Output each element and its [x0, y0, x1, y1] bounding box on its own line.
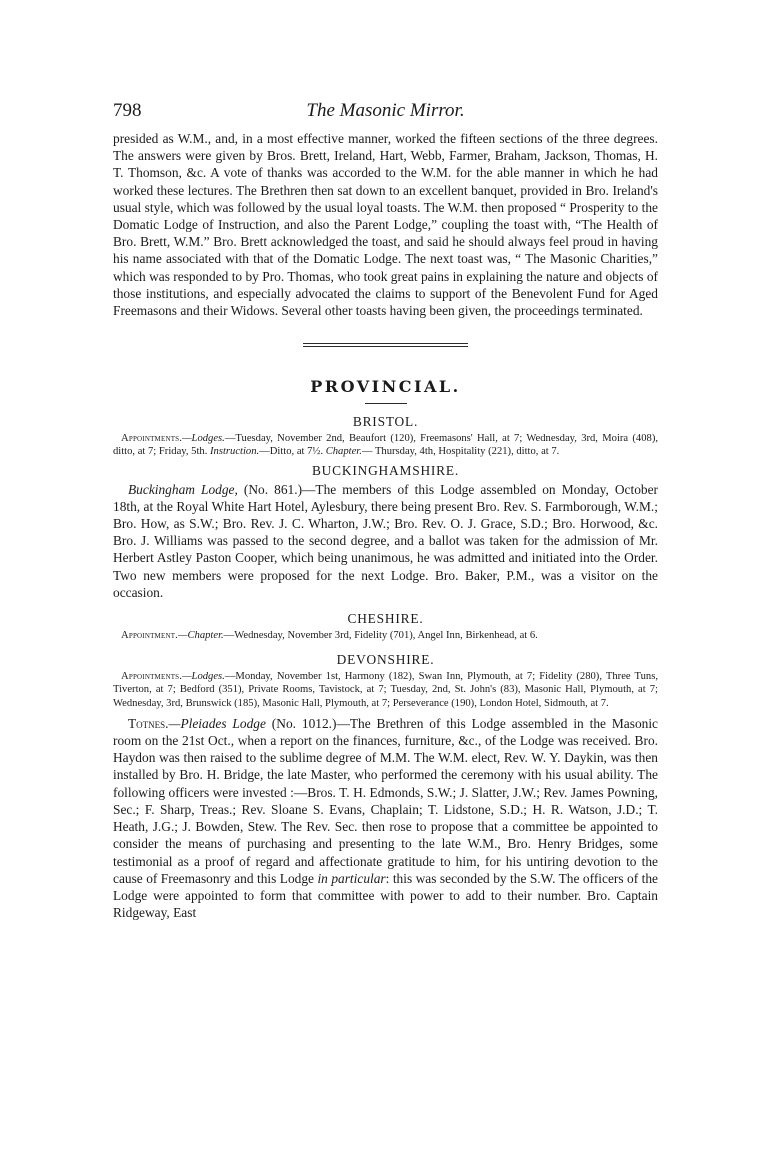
bristol-label-lodges: —Lodges. — [182, 433, 225, 445]
totnes-italic: in particular — [317, 870, 386, 886]
county-heading-buckinghamshire: BUCKINGHAMSHIRE. — [311, 462, 460, 478]
totnes-text: (No. 1012.)—The Brethren of this Lodge assembled in the Masonic room on the 21st Oct., when a report on the finances, furniture, &c., of the Lodge was received. Bro. Haydon was then raised to the sublime degree of M.M. The W.M. elect, Rev. W. Y. Daykin, was then installed by Bro. H. Bridge, the late Master, who performed the ceremony with his usual ability. The following officers were invested :—Bros. T. H. Edmonds, S.W.; J. Slatter, J.W.; Rev. James Powning, Sec.; F. Sharp, Treas.; Rev. Sloane S. Evans, Chaplain; T. Lidstone, S.D.; H. R. Watson, J.D.; T. Heath, J.G.; J. Bowden, Stew. The Rev. Sec. then rose to propose that a committee be appointed to consider the means of purchasing and presenting to the late W.M., Bro. Henry Bridges, some testimonial as a proof of regard and affectionate gratitude to him, for his untiring devotion to the cause of Freemasonry and this Lodge — [113, 715, 658, 886]
devonshire-lead: Appointments. — [121, 671, 183, 683]
devonshire-text: —Monday, November 1st, Harmony (182), Swan Inn, Plymouth, at 7; Fidelity (280), Three Tuns, Tiverton, at 7; Bedford (351), Private Rooms, Tavistock, at 7; Tuesday, 2nd, St. John's (83), Masonic Hall, Plymouth, at 7; Wednesday, 3rd, Brunswick (185), Masonic Hall, Plymouth, at 7; Perseverance (190), London Hotel, Sidmouth, at 7. — [113, 671, 658, 709]
buckingham-text: (No. 861.)—The members of this Lodge assembled on Monday, October 18th, at the Royal White Hart Hotel, Aylesbury, there being present Bro. Rev. S. Farmborough, W.M.; Bro. How, as S.W.; Bro. Rev. J. C. Wharton, J.W.; Bro. Rev. O. J. Grace, S.D.; Bro. Horwood, &c. Bro. J. Williams was passed to the second degree, and a ballot was taken for the admission of Mr. Herbert Astley Paston Cooper, which being unanimous, he was admitted and initiated into the Order. Two new members were proposed for the next Lodge. Bro. Baker, P.M., was a visitor on the occasion. — [113, 481, 658, 600]
running-header — [113, 100, 658, 126]
pleiades-lodge-name: —Pleiades Lodge — [168, 715, 266, 731]
devonshire-label-lodges: —Lodges. — [182, 671, 225, 683]
buckingham-lodge-name: Buckingham Lodge, — [128, 481, 238, 497]
buckinghamshire-report — [113, 481, 658, 601]
bristol-text-2: —Ditto, at 7½. — [259, 446, 326, 458]
totnes-lead: Totnes. — [128, 715, 169, 731]
opening-paragraph: presided as W.M., and, in a most effective manner, worked the fifteen sections of the three degrees. The answers were given by Bros. Brett, Ireland, Hart, Webb, Farmer, Braham, Jackson, Thomas, H. T. Thomson, &c. A vote of thanks was accorded to the W.M. for the able manner in which he had worked these lectures. The Brethren then sat down to an excellent banquet, provided in Bro. Ireland's usual style, which was followed by the usual loyal toasts. The W.M. then proposed “ Prosperity to the Domatic Lodge of Instruction, and also the Parent Lodge,” coupling the toast with, “The Health of Bro. Brett, W.M.” Bro. Brett acknowledged the toast, and said he should always feel proud in having his name associated with that of the Domatic Lodge. The next toast was, “ The Masonic Charities,” which was responded to by Pro. Thomas, who took great pains in explaining the nature and objects of those institutions, and especially advocated the claims to support of the Benevolent Fund for Aged Freemasons and their Widows. Several other toasts having been given, the proceedings terminated. — [113, 131, 658, 319]
bristol-label-instruction: Instruction. — [210, 446, 260, 458]
county-heading-devonshire: DEVONSHIRE. — [336, 652, 435, 668]
running-title: The Masonic Mirror. — [306, 100, 465, 121]
county-heading-cheshire: CHESHIRE. — [347, 611, 424, 627]
bristol-appointments — [113, 432, 658, 458]
devonshire-appointments — [113, 670, 658, 710]
bristol-lead: Appointments. — [121, 433, 183, 445]
page-number: 798 — [113, 100, 142, 121]
cheshire-label-chapter: —Chapter. — [178, 630, 224, 642]
bristol-label-chapter: Chapter. — [325, 446, 362, 458]
bristol-text-1: —Tuesday, November 2nd, Beaufort (120), Freemasons' Hall, at 7; Wednesday, 3rd, Moira (408), ditto, at 7; Friday, 5th. — [113, 433, 658, 458]
totnes-text-2: : this was seconded by the S.W. The officers of the Lodge were appointed to form that committee with power to add to their number. Bro. Captain Ridgeway, East — [113, 870, 658, 921]
cheshire-text: —Wednesday, November 3rd, Fidelity (701), Angel Inn, Birkenhead, at 6. — [223, 630, 538, 642]
section-divider — [303, 343, 468, 347]
section-title: PROVINCIAL. — [310, 377, 461, 397]
bristol-text-3: — Thursday, 4th, Hospitality (221), ditto, at 7. — [361, 446, 560, 458]
cheshire-lead: Appointment. — [121, 630, 179, 642]
totnes-report — [113, 715, 658, 921]
document-page — [113, 100, 658, 921]
title-underline — [365, 403, 407, 404]
county-heading-bristol: BRISTOL. — [352, 414, 419, 430]
cheshire-appointment — [113, 629, 658, 642]
